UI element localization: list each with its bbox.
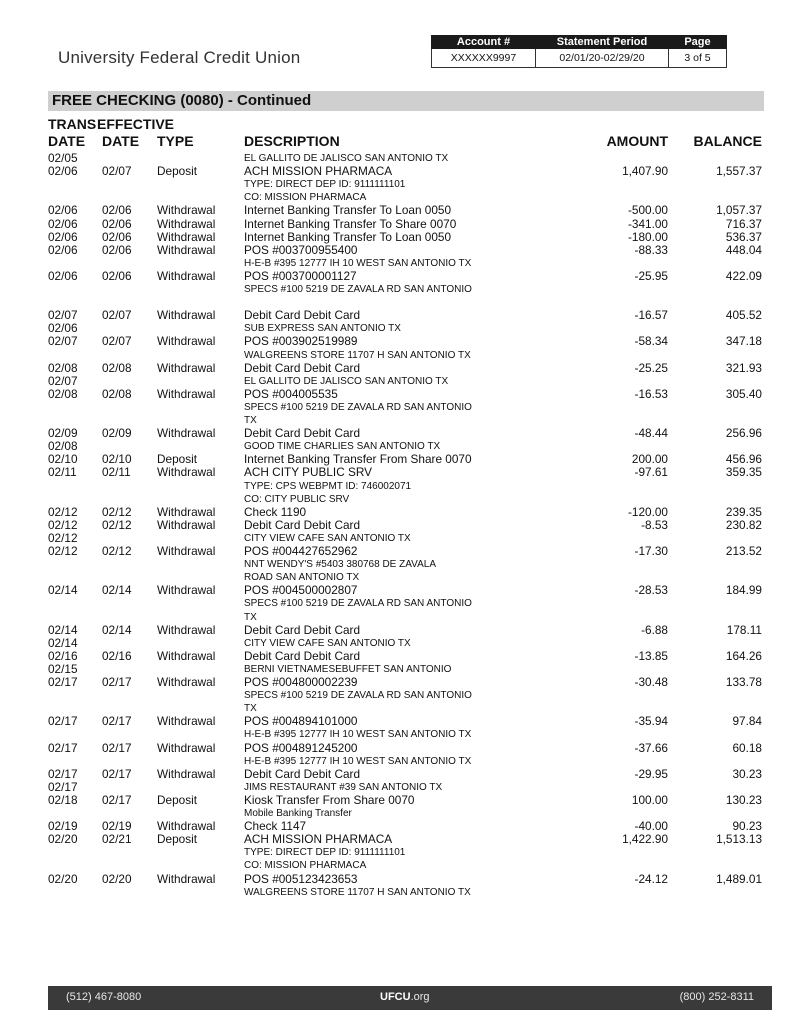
table-row bbox=[0, 702, 794, 715]
trans-date: 02/06 bbox=[48, 268, 78, 283]
trans-type: Withdrawal bbox=[157, 308, 216, 323]
trans-type: Withdrawal bbox=[157, 714, 216, 729]
trans-description: POS #003700955400 bbox=[244, 242, 358, 257]
col-balance: BALANCE bbox=[693, 133, 762, 149]
trans-description: Internet Banking Transfer To Loan 0050 bbox=[244, 203, 452, 218]
effective-date: 02/14 bbox=[102, 583, 132, 598]
trans-description: Check 1190 bbox=[244, 504, 307, 519]
page-value: 3 of 5 bbox=[669, 49, 727, 68]
trans-amount: -16.53 bbox=[634, 386, 668, 401]
table-row bbox=[0, 506, 794, 519]
trans-amount: -88.33 bbox=[634, 242, 668, 257]
effective-date: 02/17 bbox=[102, 714, 132, 729]
table-row bbox=[0, 650, 794, 663]
effective-date: 02/14 bbox=[102, 622, 132, 637]
trans-balance: 178.11 bbox=[726, 622, 762, 637]
trans-date: 02/16 bbox=[48, 648, 78, 663]
trans-type: Withdrawal bbox=[157, 504, 216, 519]
trans-description: Debit Card Debit Card bbox=[244, 622, 361, 637]
trans-amount: -28.53 bbox=[634, 583, 668, 598]
trans-amount: -40.00 bbox=[634, 819, 668, 834]
trans-balance: 133.78 bbox=[725, 675, 762, 689]
col-date1: DATE bbox=[48, 133, 86, 149]
trans-balance: 1,557.37 bbox=[716, 164, 762, 179]
trans-type: Withdrawal bbox=[157, 740, 216, 755]
trans-date: 02/20 bbox=[48, 871, 78, 886]
effective-date: 02/12 bbox=[102, 517, 132, 532]
effective-date: 02/17 bbox=[102, 766, 132, 781]
trans-type: Deposit bbox=[157, 832, 197, 847]
trans-description: POS #004500002807 bbox=[244, 583, 358, 598]
footer-phone-left: (512) 467-8080 bbox=[66, 991, 142, 1003]
trans-date: 02/15 bbox=[48, 661, 78, 676]
effective-date: 02/19 bbox=[102, 819, 132, 834]
trans-description: CITY VIEW CAFE SAN ANTONIO TX bbox=[244, 637, 411, 649]
trans-amount: -180.00 bbox=[627, 229, 668, 244]
trans-type: Deposit bbox=[157, 792, 197, 807]
trans-type: Withdrawal bbox=[157, 622, 216, 637]
trans-balance: 359.35 bbox=[725, 465, 762, 480]
trans-type: Withdrawal bbox=[157, 465, 216, 480]
trans-date: 02/06 bbox=[48, 321, 78, 336]
col-type: TYPE bbox=[157, 133, 194, 149]
table-row bbox=[0, 768, 794, 781]
table-row bbox=[0, 571, 794, 584]
trans-balance: 1,513.13 bbox=[716, 832, 762, 847]
table-row bbox=[0, 322, 794, 335]
table-row bbox=[0, 401, 794, 414]
trans-balance: 213.52 bbox=[725, 544, 762, 558]
trans-date: 02/11 bbox=[48, 465, 77, 480]
effective-date: 02/12 bbox=[102, 504, 132, 519]
table-row bbox=[0, 257, 794, 270]
trans-description: BERNI VIETNAMESEBUFFET SAN ANTONIO bbox=[244, 663, 452, 675]
trans-balance: 1,489.01 bbox=[716, 871, 762, 886]
table-row bbox=[0, 676, 794, 689]
trans-description: CITY VIEW CAFE SAN ANTONIO TX bbox=[244, 532, 411, 544]
effective-date: 02/06 bbox=[102, 268, 132, 283]
trans-type: Withdrawal bbox=[157, 583, 216, 598]
table-row bbox=[0, 886, 794, 899]
trans-amount: -29.95 bbox=[634, 766, 668, 781]
table-row bbox=[0, 637, 794, 650]
trans-amount: 200.00 bbox=[631, 452, 668, 467]
trans-amount: 1,407.90 bbox=[622, 164, 668, 179]
effective-date: 02/06 bbox=[102, 203, 132, 218]
trans-description: SPECS #100 5219 DE ZAVALA RD SAN ANTONIO bbox=[244, 284, 472, 295]
trans-date: 02/06 bbox=[48, 242, 78, 257]
trans-type: Withdrawal bbox=[157, 544, 216, 558]
effective-date: 02/20 bbox=[102, 871, 132, 886]
table-row bbox=[0, 846, 794, 859]
trans-balance: 97.84 bbox=[732, 714, 762, 729]
effective-date: 02/17 bbox=[102, 740, 132, 755]
trans-balance: 422.09 bbox=[725, 268, 762, 283]
trans-date: 02/12 bbox=[48, 504, 78, 519]
table-row bbox=[0, 873, 794, 886]
table-row bbox=[0, 558, 794, 571]
table-row bbox=[0, 296, 794, 309]
trans-description: POS #004005535 bbox=[244, 386, 338, 401]
trans-description: Internet Banking Transfer From Share 0070 bbox=[244, 452, 472, 467]
table-row bbox=[0, 440, 794, 453]
period-label: Statement Period bbox=[536, 36, 669, 49]
trans-description: TYPE: DIRECT DEP ID: 9111111101 bbox=[244, 847, 406, 859]
trans-description: ACH MISSION PHARMACA bbox=[244, 832, 393, 847]
effective-date: 02/07 bbox=[102, 164, 132, 179]
trans-type: Withdrawal bbox=[157, 216, 216, 231]
footer-bar bbox=[48, 986, 772, 1010]
trans-description: POS #003700001127 bbox=[244, 268, 357, 283]
table-row bbox=[0, 755, 794, 768]
table-row bbox=[0, 466, 794, 479]
effective-date: 02/06 bbox=[102, 216, 132, 231]
trans-description: Debit Card Debit Card bbox=[244, 517, 361, 532]
account-value: XXXXXX9997 bbox=[432, 49, 536, 68]
table-row bbox=[0, 859, 794, 872]
trans-description: Internet Banking Transfer To Loan 0050 bbox=[244, 229, 452, 244]
trans-date: 02/09 bbox=[48, 426, 78, 441]
statement-header-table bbox=[431, 35, 727, 68]
trans-description: EL GALLITO DE JALISCO SAN ANTONIO TX bbox=[244, 375, 449, 387]
effective-date: 02/06 bbox=[102, 229, 132, 244]
trans-balance: 716.37 bbox=[725, 216, 762, 231]
account-label: Account # bbox=[432, 36, 536, 49]
col-description: DESCRIPTION bbox=[244, 133, 340, 149]
table-row bbox=[0, 244, 794, 257]
table-row bbox=[0, 689, 794, 702]
table-row bbox=[0, 231, 794, 244]
trans-description: Debit Card Debit Card bbox=[244, 360, 361, 375]
trans-type: Withdrawal bbox=[157, 360, 216, 375]
trans-balance: 1,057.37 bbox=[716, 203, 762, 218]
trans-date: 02/12 bbox=[48, 530, 78, 545]
trans-balance: 30.23 bbox=[732, 766, 762, 781]
trans-description: ACH CITY PUBLIC SRV bbox=[244, 465, 373, 480]
trans-date: 02/07 bbox=[48, 334, 78, 349]
trans-description: POS #004427652962 bbox=[244, 544, 358, 558]
table-row bbox=[0, 597, 794, 610]
trans-amount: -25.25 bbox=[634, 360, 668, 375]
trans-date: 02/14 bbox=[48, 583, 78, 598]
trans-description: TX bbox=[244, 703, 257, 715]
trans-balance: 256.96 bbox=[725, 426, 762, 441]
trans-balance: 184.99 bbox=[725, 583, 762, 598]
col-trans: TRANS bbox=[48, 116, 97, 132]
trans-date: 02/05 bbox=[48, 151, 78, 165]
table-row bbox=[0, 611, 794, 624]
trans-date: 02/07 bbox=[48, 308, 78, 323]
trans-amount: -341.00 bbox=[627, 216, 668, 231]
trans-description: H-E-B #395 12777 IH 10 WEST SAN ANTONIO TX bbox=[244, 755, 472, 767]
footer-website[interactable] bbox=[380, 991, 430, 1003]
table-row bbox=[0, 519, 794, 532]
trans-description: ROAD SAN ANTONIO TX bbox=[244, 572, 360, 584]
trans-description: TX bbox=[244, 415, 257, 426]
trans-type: Withdrawal bbox=[157, 386, 216, 401]
trans-description: Debit Card Debit Card bbox=[244, 648, 361, 663]
trans-balance: 305.40 bbox=[725, 386, 762, 401]
trans-date: 02/18 bbox=[48, 792, 78, 807]
table-row bbox=[0, 807, 794, 820]
effective-date: 02/17 bbox=[102, 792, 132, 807]
trans-amount: -24.12 bbox=[634, 871, 668, 886]
trans-description: Debit Card Debit Card bbox=[244, 426, 361, 441]
trans-amount: -30.48 bbox=[634, 675, 668, 689]
trans-date: 02/17 bbox=[48, 779, 78, 794]
trans-date: 02/17 bbox=[48, 740, 78, 755]
effective-date: 02/12 bbox=[102, 544, 132, 558]
trans-description: Check 1147 bbox=[244, 819, 307, 834]
bank-name: University Federal Credit Union bbox=[58, 48, 301, 67]
trans-amount: 100.00 bbox=[631, 792, 668, 807]
col-date2: DATE bbox=[102, 133, 140, 149]
trans-description: CO: CITY PUBLIC SRV bbox=[244, 493, 350, 505]
trans-type: Withdrawal bbox=[157, 229, 216, 244]
table-row bbox=[0, 427, 794, 440]
effective-date: 02/21 bbox=[102, 832, 132, 847]
trans-description: H-E-B #395 12777 IH 10 WEST SAN ANTONIO TX bbox=[244, 257, 472, 269]
trans-balance: 90.23 bbox=[732, 819, 762, 834]
footer-website-bold: UFCU bbox=[380, 991, 411, 1003]
table-row bbox=[0, 624, 794, 637]
section-title: FREE CHECKING (0080) - Continued bbox=[48, 91, 764, 111]
table-row bbox=[0, 781, 794, 794]
table-row bbox=[0, 178, 794, 191]
table-row bbox=[0, 715, 794, 728]
trans-date: 02/17 bbox=[48, 766, 78, 781]
trans-description: SUB EXPRESS SAN ANTONIO TX bbox=[244, 323, 401, 335]
trans-balance: 60.18 bbox=[732, 740, 762, 755]
trans-description: CO: MISSION PHARMACA bbox=[244, 860, 367, 872]
trans-date: 02/12 bbox=[48, 544, 78, 558]
page-label: Page bbox=[669, 36, 727, 49]
trans-date: 02/06 bbox=[48, 164, 78, 179]
trans-amount: -8.53 bbox=[641, 517, 668, 532]
trans-description: POS #003902519989 bbox=[244, 334, 358, 349]
effective-date: 02/07 bbox=[102, 308, 132, 323]
table-row bbox=[0, 820, 794, 833]
trans-date: 02/17 bbox=[48, 714, 78, 729]
trans-amount: -97.61 bbox=[634, 465, 668, 480]
effective-date: 02/07 bbox=[102, 334, 132, 349]
trans-date: 02/20 bbox=[48, 832, 78, 847]
trans-type: Withdrawal bbox=[157, 819, 216, 834]
col-amount: AMOUNT bbox=[606, 133, 668, 149]
table-row bbox=[0, 270, 794, 283]
trans-date: 02/19 bbox=[48, 819, 78, 834]
trans-date: 02/08 bbox=[48, 439, 78, 454]
trans-description: H-E-B #395 12777 IH 10 WEST SAN ANTONIO TX bbox=[244, 729, 472, 741]
trans-amount: -35.94 bbox=[634, 714, 668, 729]
trans-description: TYPE: DIRECT DEP ID: 9111111101 bbox=[244, 179, 406, 191]
trans-description: SPECS #100 5219 DE ZAVALA RD SAN ANTONIO bbox=[244, 598, 472, 610]
trans-balance: 536.37 bbox=[725, 229, 762, 244]
trans-description: POS #004800002239 bbox=[244, 675, 358, 689]
table-row bbox=[0, 191, 794, 204]
trans-amount: -37.66 bbox=[634, 740, 668, 755]
trans-type: Withdrawal bbox=[157, 766, 216, 781]
effective-date: 02/11 bbox=[102, 465, 131, 480]
trans-balance: 239.35 bbox=[725, 504, 762, 519]
trans-amount: -25.95 bbox=[634, 268, 668, 283]
footer-website-rest: .org bbox=[410, 991, 430, 1003]
trans-date: 02/06 bbox=[48, 229, 78, 244]
trans-amount: -58.34 bbox=[634, 334, 668, 349]
table-row bbox=[0, 204, 794, 217]
trans-description: Debit Card Debit Card bbox=[244, 308, 361, 323]
trans-amount: -16.57 bbox=[634, 308, 668, 323]
period-value: 02/01/20-02/29/20 bbox=[536, 49, 669, 68]
table-row bbox=[0, 742, 794, 755]
table-row bbox=[0, 165, 794, 178]
effective-date: 02/16 bbox=[102, 648, 132, 663]
trans-description: POS #005123423653 bbox=[244, 871, 358, 886]
trans-type: Withdrawal bbox=[157, 268, 216, 283]
trans-balance: 456.96 bbox=[725, 452, 762, 467]
table-row bbox=[0, 663, 794, 676]
trans-description: Debit Card Debit Card bbox=[244, 766, 361, 781]
trans-balance: 448.04 bbox=[725, 242, 762, 257]
footer-phone-right: (800) 252-8311 bbox=[679, 991, 754, 1003]
trans-date: 02/14 bbox=[48, 622, 78, 637]
trans-description: WALGREENS STORE 11707 H SAN ANTONIO TX bbox=[244, 886, 471, 898]
trans-amount: -17.30 bbox=[634, 544, 668, 558]
table-row bbox=[0, 375, 794, 388]
trans-balance: 164.26 bbox=[725, 648, 762, 663]
trans-type: Deposit bbox=[157, 164, 197, 179]
trans-type: Withdrawal bbox=[157, 242, 216, 257]
effective-date: 02/06 bbox=[102, 242, 132, 257]
effective-date: 02/17 bbox=[102, 675, 132, 689]
table-row bbox=[0, 453, 794, 466]
trans-type: Withdrawal bbox=[157, 334, 216, 349]
trans-type: Withdrawal bbox=[157, 203, 216, 218]
trans-date: 02/08 bbox=[48, 360, 78, 375]
trans-description: SPECS #100 5219 DE ZAVALA RD SAN ANTONIO bbox=[244, 690, 472, 702]
trans-type: Withdrawal bbox=[157, 675, 216, 689]
trans-description: GOOD TIME CHARLIES SAN ANTONIO TX bbox=[244, 441, 441, 453]
trans-description: EL GALLITO DE JALISCO SAN ANTONIO TX bbox=[244, 153, 449, 164]
table-row bbox=[0, 833, 794, 846]
table-row bbox=[0, 349, 794, 362]
trans-date: 02/10 bbox=[48, 452, 78, 467]
trans-description: POS #004891245200 bbox=[244, 740, 358, 755]
trans-description: JIMS RESTAURANT #39 SAN ANTONIO TX bbox=[244, 781, 443, 793]
table-row bbox=[0, 362, 794, 375]
effective-date: 02/08 bbox=[102, 386, 132, 401]
trans-amount: -13.85 bbox=[634, 648, 668, 663]
trans-amount: -6.88 bbox=[641, 622, 668, 637]
table-row bbox=[0, 794, 794, 807]
trans-date: 02/06 bbox=[48, 203, 78, 218]
trans-description: Internet Banking Transfer To Share 0070 bbox=[244, 216, 457, 231]
trans-amount: 1,422.90 bbox=[622, 832, 668, 847]
trans-description: CO: MISSION PHARMACA bbox=[244, 192, 367, 204]
trans-type: Withdrawal bbox=[157, 517, 216, 532]
trans-type: Deposit bbox=[157, 452, 197, 467]
trans-date: 02/12 bbox=[48, 517, 78, 532]
trans-balance: 230.82 bbox=[725, 517, 762, 532]
trans-description: Kiosk Transfer From Share 0070 bbox=[244, 792, 415, 807]
table-row bbox=[0, 335, 794, 348]
trans-description: SPECS #100 5219 DE ZAVALA RD SAN ANTONIO bbox=[244, 401, 472, 413]
table-row bbox=[0, 218, 794, 231]
trans-description: NNT WENDY'S #5403 380768 DE ZAVALA bbox=[244, 559, 436, 571]
trans-balance: 321.93 bbox=[725, 360, 762, 375]
trans-type: Withdrawal bbox=[157, 426, 216, 441]
trans-amount: -120.00 bbox=[627, 504, 668, 519]
table-row bbox=[0, 728, 794, 741]
trans-description: TYPE: CPS WEBPMT ID: 746002071 bbox=[244, 480, 412, 492]
trans-description: ACH MISSION PHARMACA bbox=[244, 164, 393, 179]
table-row bbox=[0, 309, 794, 322]
table-row bbox=[0, 283, 794, 296]
trans-balance: 405.52 bbox=[725, 308, 762, 323]
trans-balance: 130.23 bbox=[725, 792, 762, 807]
col-effective: EFFECTIVE bbox=[97, 116, 175, 132]
trans-description: WALGREENS STORE 11707 H SAN ANTONIO TX bbox=[244, 349, 471, 361]
trans-description: TX bbox=[244, 611, 257, 623]
trans-date: 02/08 bbox=[48, 386, 78, 401]
trans-date: 02/14 bbox=[48, 635, 78, 650]
effective-date: 02/10 bbox=[102, 452, 132, 467]
table-row bbox=[0, 480, 794, 493]
table-row bbox=[0, 545, 794, 558]
trans-amount: -500.00 bbox=[627, 203, 668, 218]
trans-balance: 347.18 bbox=[725, 334, 762, 349]
table-row bbox=[0, 388, 794, 401]
trans-date: 02/07 bbox=[48, 373, 78, 388]
effective-date: 02/08 bbox=[102, 360, 132, 375]
table-row bbox=[0, 584, 794, 597]
table-row bbox=[0, 493, 794, 506]
table-row bbox=[0, 532, 794, 545]
trans-description: Mobile Banking Transfer bbox=[244, 808, 352, 819]
trans-amount: -48.44 bbox=[634, 426, 668, 441]
trans-type: Withdrawal bbox=[157, 871, 216, 886]
trans-date: 02/06 bbox=[48, 216, 78, 231]
table-row bbox=[0, 152, 794, 165]
effective-date: 02/09 bbox=[102, 426, 132, 441]
trans-type: Withdrawal bbox=[157, 648, 216, 663]
trans-date: 02/17 bbox=[48, 675, 78, 689]
trans-description: POS #004894101000 bbox=[244, 714, 358, 729]
table-row bbox=[0, 414, 794, 427]
